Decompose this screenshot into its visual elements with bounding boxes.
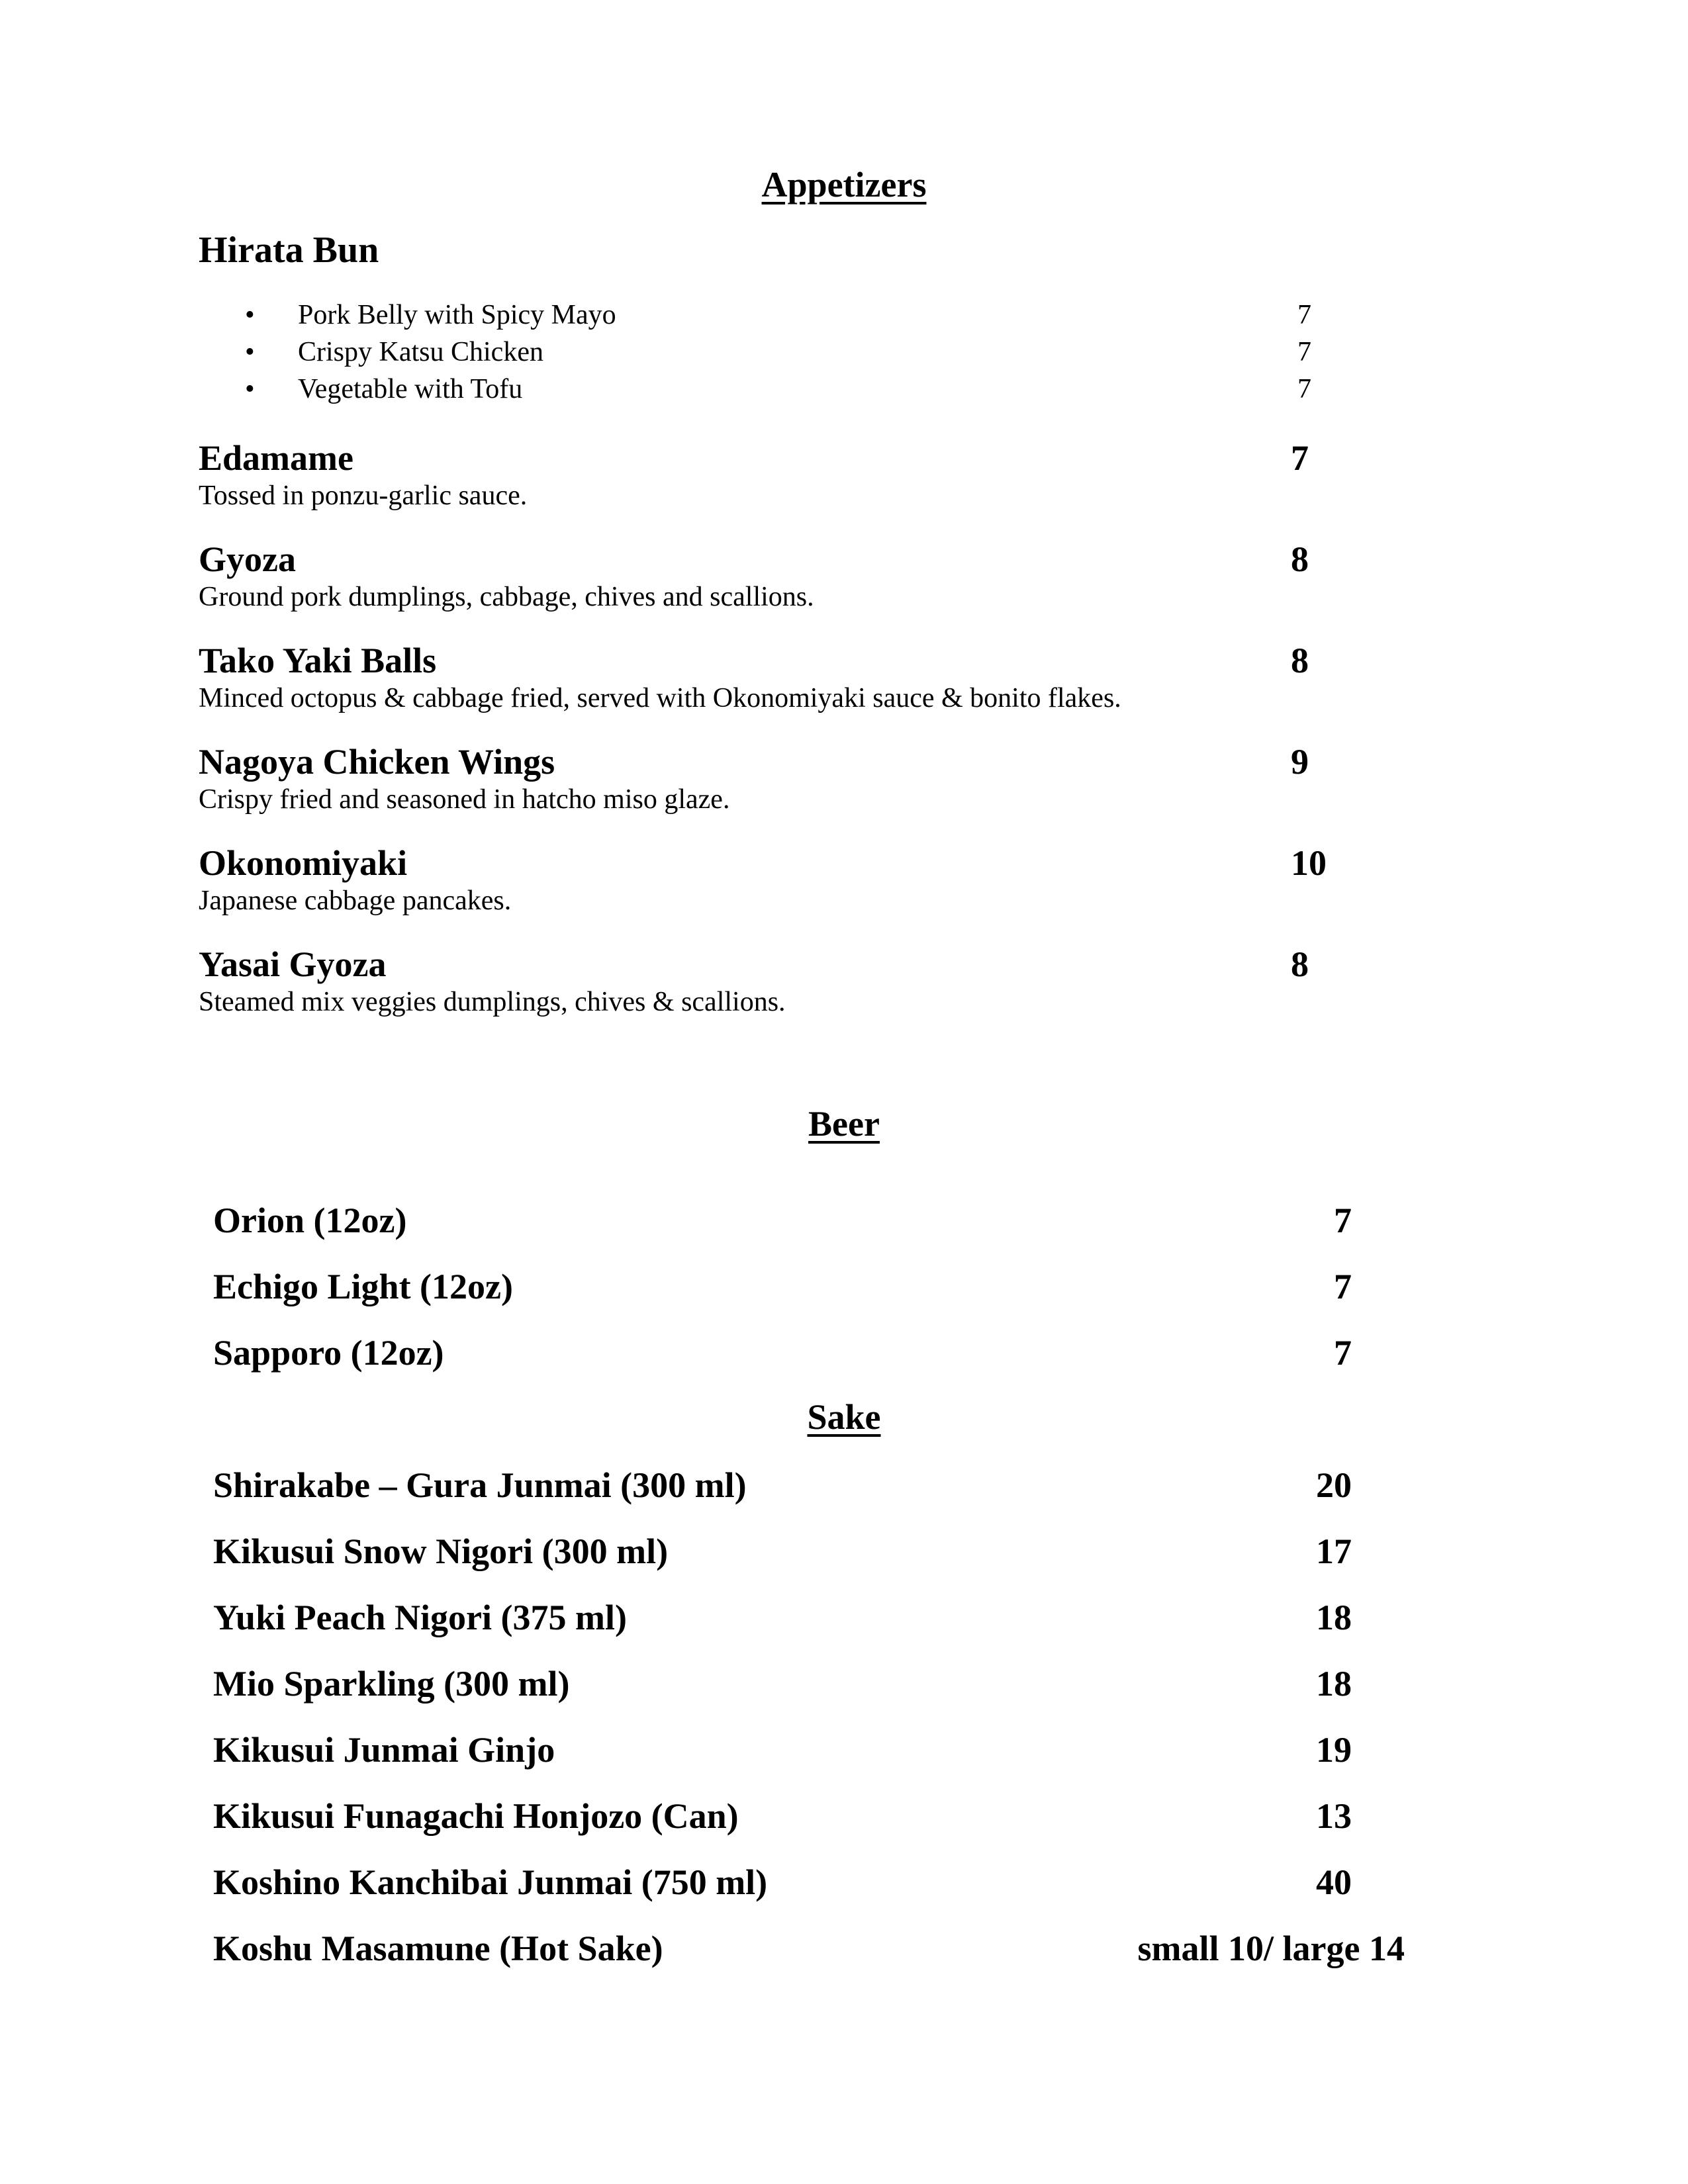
bullet-icon: • xyxy=(245,337,255,367)
item-price: 40 xyxy=(1316,1862,1352,1902)
appetizers-title: Appetizers xyxy=(761,165,927,205)
item-price: 18 xyxy=(1316,1664,1352,1704)
sake-item-shirakabe xyxy=(213,1464,1405,1510)
item-description: Tossed in ponzu-garlic sauce. xyxy=(199,480,528,511)
bun-item-label: Crispy Katsu Chicken xyxy=(298,337,543,367)
sake-title: Sake xyxy=(807,1397,881,1437)
item-description: Steamed mix veggies dumplings, chives & scallions. xyxy=(199,987,786,1017)
beer-title: Beer xyxy=(808,1104,880,1144)
sake-item-kikusui-junmai-ginjo xyxy=(213,1729,1405,1775)
bun-item-price: 7 xyxy=(1297,374,1311,404)
item-name: Koshino Kanchibai Junmai (750 ml) xyxy=(213,1862,768,1902)
sake-item-yuki-peach-nigori xyxy=(213,1596,1405,1643)
item-description: Minced octopus & cabbage fried, served with Okonomiyaki sauce & bonito flakes. xyxy=(199,683,1121,713)
item-name: Nagoya Chicken Wings xyxy=(199,742,555,782)
item-name: Yuki Peach Nigori (375 ml) xyxy=(213,1598,627,1637)
bun-item-label: Vegetable with Tofu xyxy=(298,374,523,404)
bun-item-label: Pork Belly with Spicy Mayo xyxy=(298,300,616,330)
item-name: Kikusui Snow Nigori (300 ml) xyxy=(213,1531,669,1571)
item-name: Mio Sparkling (300 ml) xyxy=(213,1664,570,1704)
bullet-icon: • xyxy=(245,300,255,330)
item-price: 13 xyxy=(1316,1796,1352,1836)
item-name: Orion (12oz) xyxy=(213,1201,407,1240)
item-name: Gyoza xyxy=(199,539,296,579)
sake-item-kikusui-funagachi xyxy=(213,1795,1405,1841)
item-description: Japanese cabbage pancakes. xyxy=(199,886,512,916)
item-price: 8 xyxy=(1291,641,1309,680)
bun-item-price: 7 xyxy=(1297,337,1311,367)
item-name: Tako Yaki Balls xyxy=(199,641,437,680)
list-item xyxy=(199,334,1324,371)
item-name: Echigo Light (12oz) xyxy=(213,1267,513,1306)
item-name: Edamame xyxy=(199,438,353,478)
list-item xyxy=(199,371,1324,408)
item-description: Crispy fried and seasoned in hatcho miso glaze. xyxy=(199,784,730,815)
item-price: 20 xyxy=(1316,1465,1352,1505)
hirata-bun-list xyxy=(199,296,1324,408)
item-price: 8 xyxy=(1291,539,1309,579)
item-price: small 10/ large 14 xyxy=(1137,1929,1405,1968)
beer-item-echigo-light xyxy=(213,1265,1405,1312)
item-price: 7 xyxy=(1334,1267,1352,1306)
item-price: 7 xyxy=(1334,1333,1352,1373)
beer-item-orion xyxy=(213,1199,1405,1246)
sake-item-koshu-masamune xyxy=(213,1927,1405,1974)
bun-item-price: 7 xyxy=(1297,300,1311,330)
item-price: 17 xyxy=(1316,1531,1352,1571)
item-price: 18 xyxy=(1316,1598,1352,1637)
item-name: Sapporo (12oz) xyxy=(213,1333,444,1373)
item-name: Koshu Masamune (Hot Sake) xyxy=(213,1929,663,1968)
bullet-icon: • xyxy=(245,374,255,404)
item-name: Shirakabe – Gura Junmai (300 ml) xyxy=(213,1465,747,1505)
sake-item-koshino-kanchibai xyxy=(213,1861,1405,1907)
item-name: Yasai Gyoza xyxy=(199,944,387,984)
item-name: Kikusui Funagachi Honjozo (Can) xyxy=(213,1796,739,1836)
item-description: Ground pork dumplings, cabbage, chives and scallions. xyxy=(199,582,814,612)
item-name: Kikusui Junmai Ginjo xyxy=(213,1730,555,1770)
beer-item-sapporo xyxy=(213,1332,1405,1378)
item-price: 8 xyxy=(1291,944,1309,984)
item-name: Okonomiyaki xyxy=(199,843,408,883)
hirata-bun-title: Hirata Bun xyxy=(199,230,379,271)
item-price: 19 xyxy=(1316,1730,1352,1770)
sake-item-mio-sparkling xyxy=(213,1662,1405,1709)
item-price: 7 xyxy=(1334,1201,1352,1240)
item-price: 10 xyxy=(1291,843,1327,883)
item-price: 7 xyxy=(1291,438,1309,478)
item-price: 9 xyxy=(1291,742,1309,782)
list-item xyxy=(199,296,1324,334)
sake-item-kikusui-snow-nigori xyxy=(213,1530,1405,1576)
